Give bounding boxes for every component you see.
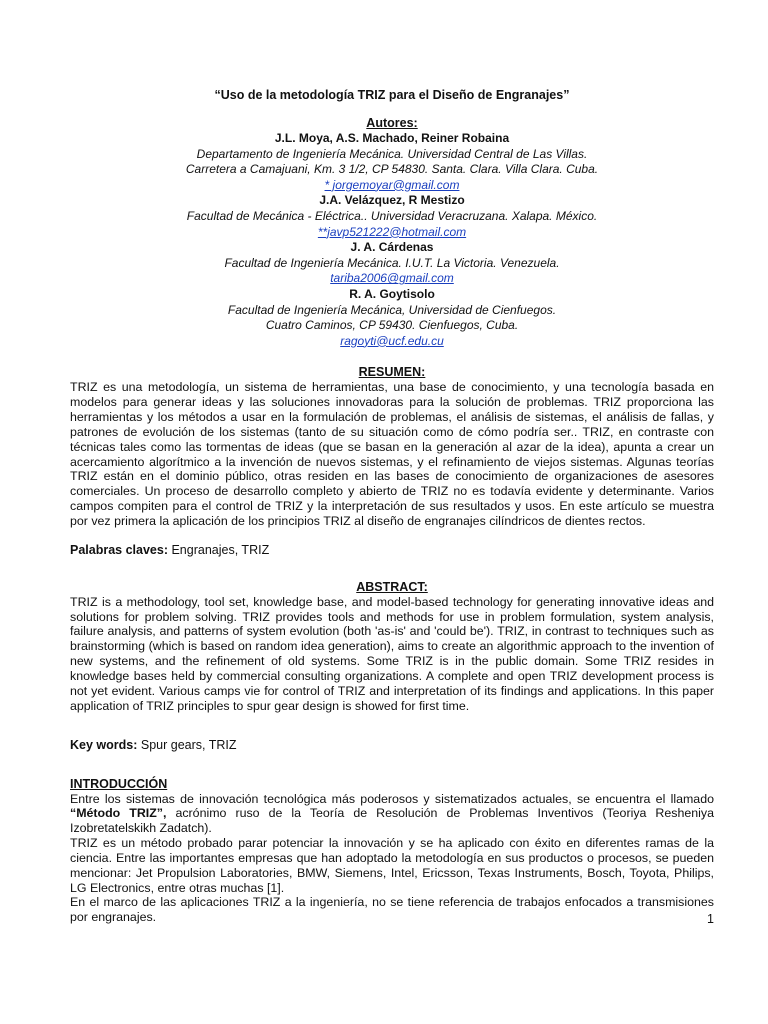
intro-p1-text-end: acrónimo ruso de la Teoría de Resolución de Problemas Inventivos (Teoriya Resheniya Izobretatelskikh Zadatch).	[70, 806, 714, 836]
intro-heading: INTRODUCCIÓN	[70, 776, 168, 791]
author-email[interactable]: ragoyti@ucf.edu.cu	[340, 333, 444, 348]
intro-p1-method-name: “Método TRIZ”,	[70, 806, 167, 821]
palabras-claves-label: Palabras claves:	[70, 542, 168, 557]
intro-paragraph-1	[70, 792, 714, 837]
key-words	[70, 738, 714, 753]
author-names: R. A. Goytisolo	[349, 286, 435, 301]
intro-p1-text-start: Entre los sistemas de innovación tecnológica más poderosos y sistematizados actuales, se encuentra el llamado	[70, 791, 714, 806]
author-affiliation: Facultad de Ingeniería Mecánica, Universidad de Cienfuegos.	[227, 302, 557, 317]
author-affiliation: Facultad de Mecánica - Eléctrica.. Universidad Veracruzana. Xalapa. México.	[186, 208, 598, 223]
author-affiliation: Departamento de Ingeniería Mecánica. Universidad Central de Las Villas.	[196, 146, 588, 161]
authors-heading: Autores:	[366, 116, 418, 130]
resumen-heading: RESUMEN:	[358, 365, 426, 380]
abstract-paragraph: TRIZ is a methodology, tool set, knowledge base, and model-based technology for generating innovative ideas and solutions for problem solving. TRIZ provides tools and methods for use in problem formulation, system analysis, failure analysis, and patterns of system evolution (both 'as-is' and 'could be'). TRIZ, in contrast to techniques such as brainstorming (which is based on random idea generation), aims to create an algorithmic approach to the invention of new systems, and the refinement of old systems. Some TRIZ is in the public domain. Some TRIZ resides in knowledge bases held by commercial consulting organizations. A complete and open TRIZ development process is not yet evident. Various camps vie for control of TRIZ and interpretation of its findings and applications. In this paper application of TRIZ principles to spur gear design is showed for first time.	[70, 594, 714, 713]
author-affiliation: Carretera a Camajuani, Km. 3 1/2, CP 54830. Santa. Clara. Villa Clara. Cuba.	[185, 162, 599, 177]
palabras-claves	[70, 543, 714, 558]
author-block	[70, 131, 714, 349]
palabras-claves-value: Engranajes, TRIZ	[168, 542, 270, 557]
author-affiliation: Cuatro Caminos, CP 59430. Cienfuegos, Cuba.	[265, 318, 519, 333]
author-affiliation: Facultad de Ingeniería Mecánica. I.U.T. La Victoria. Venezuela.	[224, 255, 560, 270]
document-page	[70, 88, 714, 925]
author-names: J. A. Cárdenas	[350, 240, 434, 255]
author-names: J.L. Moya, A.S. Machado, Reiner Robaina	[274, 131, 510, 145]
author-names: J.A. Velázquez, R Mestizo	[319, 193, 465, 208]
intro-paragraph-2: TRIZ es un método probado parar potenciar la innovación y se ha aplicado con éxito en diferentes ramas de la ciencia. Entre las importantes empresas que han adoptado la metodología en sus productos o procesos, se pueden mencionar: Jet Propulsion Laboratories, BMW, Siemens, Intel, Ericsson, Texas Instruments, Bosch, Toyota, Philips, LG Electronics, entre otras muchas [1].	[70, 836, 714, 895]
abstract-heading: ABSTRACT:	[356, 579, 428, 594]
paper-title: “Uso de la metodología TRIZ para el Diseño de Engranajes”	[214, 88, 570, 102]
page-number: 1	[707, 912, 714, 926]
intro-paragraph-3: En el marco de las aplicaciones TRIZ a la ingeniería, no se tiene referencia de trabajos enfocados a transmisiones por engranajes.	[70, 895, 714, 925]
author-email[interactable]: **javp521222@hotmail.com	[317, 224, 467, 239]
resumen-paragraph: TRIZ es una metodología, un sistema de herramientas, una base de conocimiento, y una tecnología basada en modelos para generar ideas y las soluciones innovadoras para la solución de problemas. TRIZ proporciona las herramientas y los métodos a usar en la formulación de problemas, el análisis de sistemas, el análisis de fallas, y patrones de evolución de los sistemas (tanto de su situación como de cómo podría ser.. TRIZ, en contraste con técnicas tales como las tormentas de ideas (que se basan en la generación al azar de la idea), apunta a crear un acercamiento algorítmico a la invención de nuevos sistemas, y el refinamiento de viejos sistemas. Algunas teorías TRIZ están en el dominio público, otras residen en las bases de conocimiento de organizaciones de asesores comerciales. Un proceso de desarrollo completo y abierto de TRIZ no es todavía evidente y determinante. Varios campos compiten para el control de TRIZ y la interpretación de sus resultados y usos. En este artículo se muestra por vez primera la aplicación de los principios TRIZ al diseño de engranajes cilíndricos de dientes rectos.	[70, 380, 714, 528]
author-email[interactable]: * jorgemoyar@gmail.com	[324, 177, 460, 192]
key-words-value: Spur gears, TRIZ	[137, 737, 237, 752]
key-words-label: Key words:	[70, 737, 138, 752]
author-email[interactable]: tariba2006@gmail.com	[330, 271, 454, 286]
